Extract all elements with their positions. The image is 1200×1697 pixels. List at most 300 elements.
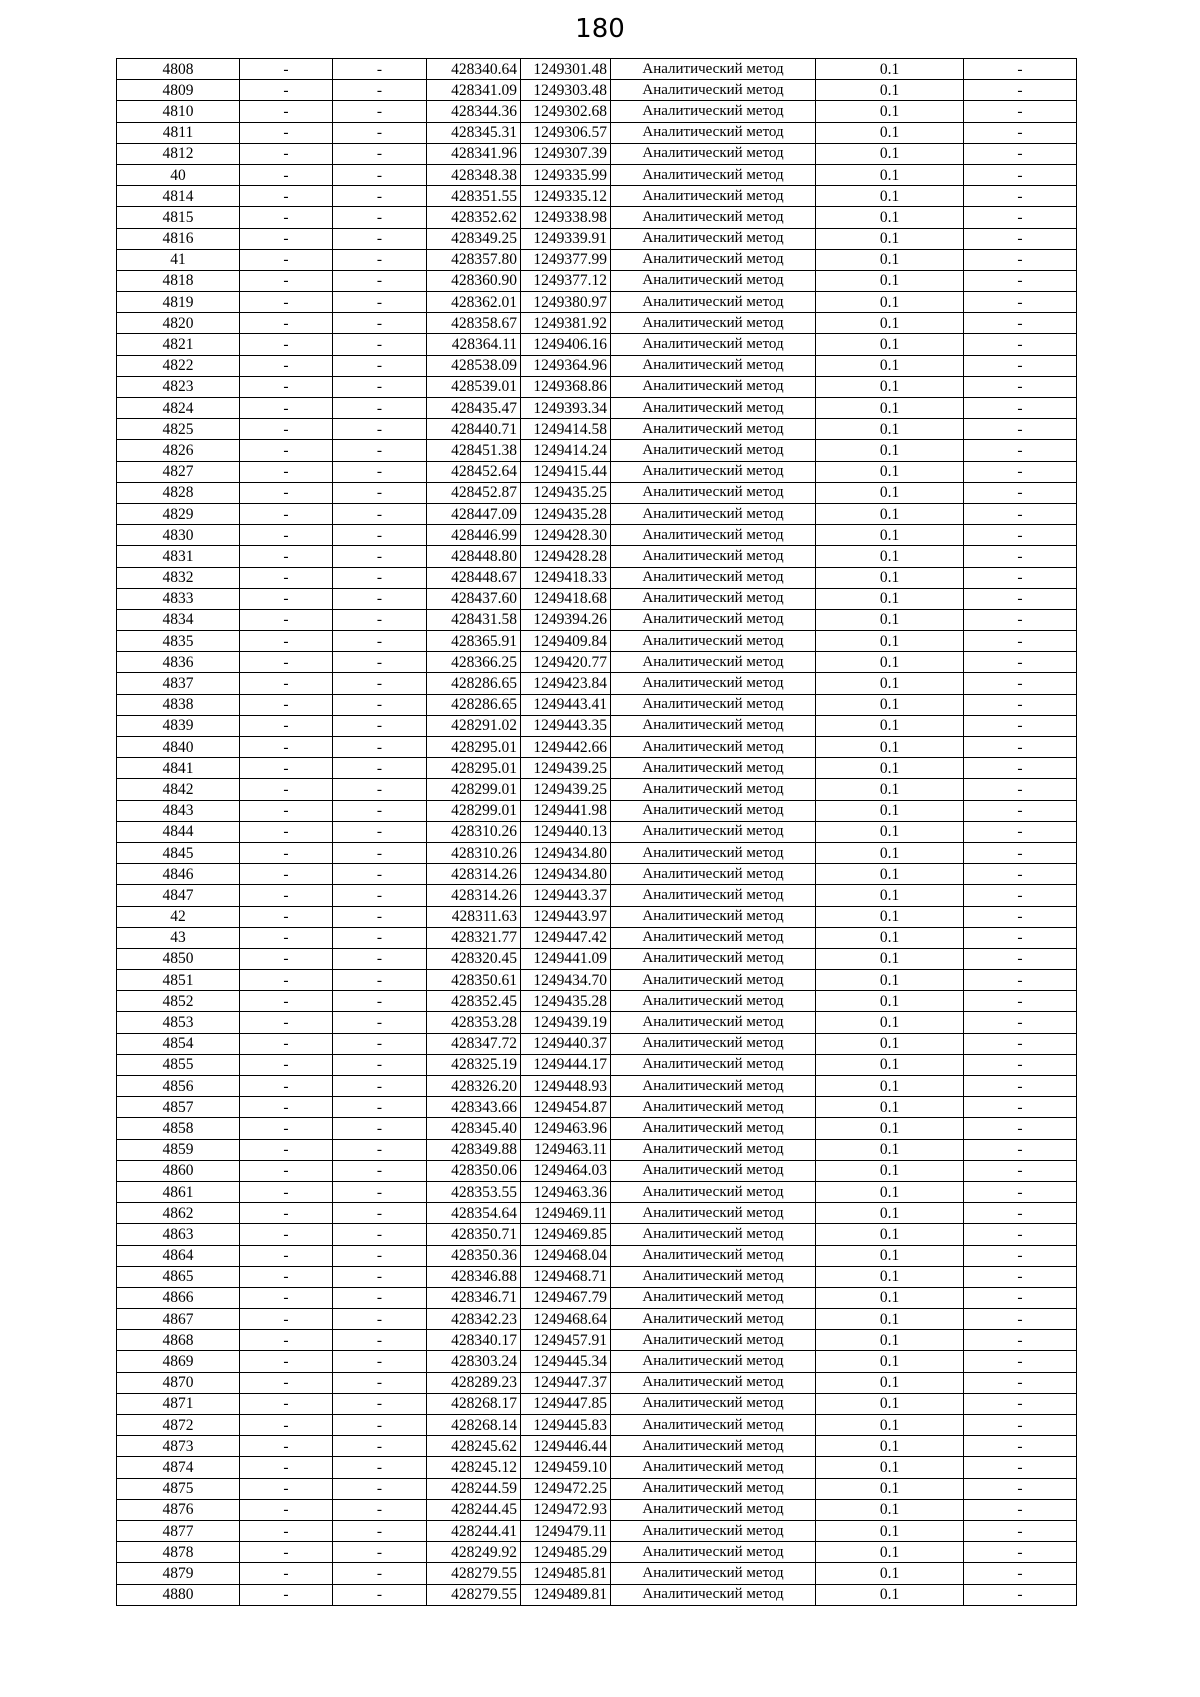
y-coordinate-cell: 1249442.66 (521, 737, 611, 758)
y-coordinate-cell: 1249472.93 (521, 1499, 611, 1520)
method-cell: Аналитический метод (611, 1033, 816, 1054)
table-row (117, 1097, 1077, 1118)
method-cell: Аналитический метод (611, 334, 816, 355)
empty-cell-a: - (240, 970, 333, 991)
method-cell: Аналитический метод (611, 461, 816, 482)
empty-cell-a: - (240, 842, 333, 863)
empty-cell-c: - (964, 1203, 1077, 1224)
empty-cell-a: - (240, 1542, 333, 1563)
method-cell: Аналитический метод (611, 758, 816, 779)
method-cell: Аналитический метод (611, 631, 816, 652)
y-coordinate-cell: 1249464.03 (521, 1160, 611, 1181)
empty-cell-b: - (333, 1584, 427, 1605)
point-number-cell: 42 (117, 906, 240, 927)
precision-cell: 0.1 (816, 249, 964, 270)
empty-cell-c: - (964, 1309, 1077, 1330)
table-row (117, 249, 1077, 270)
method-cell: Аналитический метод (611, 1097, 816, 1118)
point-number-cell: 4857 (117, 1097, 240, 1118)
precision-cell: 0.1 (816, 885, 964, 906)
precision-cell: 0.1 (816, 164, 964, 185)
x-coordinate-cell: 428344.36 (427, 101, 521, 122)
x-coordinate-cell: 428310.26 (427, 821, 521, 842)
x-coordinate-cell: 428321.77 (427, 927, 521, 948)
empty-cell-b: - (333, 1160, 427, 1181)
y-coordinate-cell: 1249463.36 (521, 1181, 611, 1202)
point-number-cell: 4835 (117, 631, 240, 652)
point-number-cell: 4808 (117, 59, 240, 80)
x-coordinate-cell: 428291.02 (427, 715, 521, 736)
table-row (117, 970, 1077, 991)
precision-cell: 0.1 (816, 737, 964, 758)
empty-cell-a: - (240, 800, 333, 821)
point-number-cell: 4819 (117, 292, 240, 313)
precision-cell: 0.1 (816, 864, 964, 885)
empty-cell-a: - (240, 101, 333, 122)
point-number-cell: 4865 (117, 1266, 240, 1287)
method-cell: Аналитический метод (611, 800, 816, 821)
x-coordinate-cell: 428245.62 (427, 1436, 521, 1457)
point-number-cell: 4831 (117, 546, 240, 567)
point-number-cell: 4838 (117, 694, 240, 715)
table-row (117, 1584, 1077, 1605)
method-cell: Аналитический метод (611, 1160, 816, 1181)
x-coordinate-cell: 428350.36 (427, 1245, 521, 1266)
empty-cell-a: - (240, 1499, 333, 1520)
method-cell: Аналитический метод (611, 864, 816, 885)
point-number-cell: 4821 (117, 334, 240, 355)
empty-cell-c: - (964, 1393, 1077, 1414)
empty-cell-a: - (240, 164, 333, 185)
y-coordinate-cell: 1249335.12 (521, 186, 611, 207)
point-number-cell: 4827 (117, 461, 240, 482)
y-coordinate-cell: 1249409.84 (521, 631, 611, 652)
empty-cell-c: - (964, 948, 1077, 969)
empty-cell-c: - (964, 1542, 1077, 1563)
table-row (117, 1351, 1077, 1372)
x-coordinate-cell: 428350.06 (427, 1160, 521, 1181)
empty-cell-c: - (964, 1097, 1077, 1118)
x-coordinate-cell: 428345.31 (427, 122, 521, 143)
precision-cell: 0.1 (816, 1520, 964, 1541)
point-number-cell: 4851 (117, 970, 240, 991)
empty-cell-a: - (240, 1012, 333, 1033)
table-row (117, 1415, 1077, 1436)
empty-cell-c: - (964, 567, 1077, 588)
empty-cell-a: - (240, 207, 333, 228)
empty-cell-c: - (964, 970, 1077, 991)
y-coordinate-cell: 1249439.25 (521, 779, 611, 800)
method-cell: Аналитический метод (611, 207, 816, 228)
method-cell: Аналитический метод (611, 1520, 816, 1541)
empty-cell-b: - (333, 546, 427, 567)
precision-cell: 0.1 (816, 482, 964, 503)
empty-cell-a: - (240, 376, 333, 397)
precision-cell: 0.1 (816, 1351, 964, 1372)
method-cell: Аналитический метод (611, 737, 816, 758)
table-row (117, 652, 1077, 673)
table-row (117, 1287, 1077, 1308)
point-number-cell: 4818 (117, 270, 240, 291)
empty-cell-a: - (240, 588, 333, 609)
method-cell: Аналитический метод (611, 1139, 816, 1160)
point-number-cell: 4820 (117, 313, 240, 334)
empty-cell-a: - (240, 1181, 333, 1202)
method-cell: Аналитический метод (611, 1224, 816, 1245)
x-coordinate-cell: 428289.23 (427, 1372, 521, 1393)
empty-cell-c: - (964, 1076, 1077, 1097)
method-cell: Аналитический метод (611, 164, 816, 185)
table-row (117, 737, 1077, 758)
empty-cell-a: - (240, 334, 333, 355)
empty-cell-c: - (964, 1054, 1077, 1075)
method-cell: Аналитический метод (611, 1181, 816, 1202)
table-row (117, 1330, 1077, 1351)
y-coordinate-cell: 1249445.34 (521, 1351, 611, 1372)
precision-cell: 0.1 (816, 1542, 964, 1563)
y-coordinate-cell: 1249435.28 (521, 503, 611, 524)
empty-cell-c: - (964, 1287, 1077, 1308)
precision-cell: 0.1 (816, 355, 964, 376)
x-coordinate-cell: 428343.66 (427, 1097, 521, 1118)
precision-cell: 0.1 (816, 186, 964, 207)
x-coordinate-cell: 428357.80 (427, 249, 521, 270)
precision-cell: 0.1 (816, 1118, 964, 1139)
empty-cell-c: - (964, 482, 1077, 503)
empty-cell-c: - (964, 694, 1077, 715)
y-coordinate-cell: 1249467.79 (521, 1287, 611, 1308)
point-number-cell: 4841 (117, 758, 240, 779)
precision-cell: 0.1 (816, 440, 964, 461)
method-cell: Аналитический метод (611, 609, 816, 630)
y-coordinate-cell: 1249439.25 (521, 758, 611, 779)
empty-cell-b: - (333, 440, 427, 461)
empty-cell-c: - (964, 376, 1077, 397)
point-number-cell: 4853 (117, 1012, 240, 1033)
empty-cell-b: - (333, 228, 427, 249)
empty-cell-c: - (964, 631, 1077, 652)
method-cell: Аналитический метод (611, 821, 816, 842)
empty-cell-b: - (333, 1097, 427, 1118)
point-number-cell: 4858 (117, 1118, 240, 1139)
method-cell: Аналитический метод (611, 1287, 816, 1308)
table-row (117, 694, 1077, 715)
empty-cell-c: - (964, 101, 1077, 122)
empty-cell-a: - (240, 249, 333, 270)
empty-cell-c: - (964, 546, 1077, 567)
method-cell: Аналитический метод (611, 1436, 816, 1457)
method-cell: Аналитический метод (611, 588, 816, 609)
method-cell: Аналитический метод (611, 1076, 816, 1097)
empty-cell-b: - (333, 1415, 427, 1436)
empty-cell-a: - (240, 1415, 333, 1436)
table-row (117, 927, 1077, 948)
precision-cell: 0.1 (816, 927, 964, 948)
empty-cell-c: - (964, 673, 1077, 694)
empty-cell-a: - (240, 991, 333, 1012)
table-row (117, 588, 1077, 609)
precision-cell: 0.1 (816, 80, 964, 101)
x-coordinate-cell: 428299.01 (427, 800, 521, 821)
empty-cell-a: - (240, 228, 333, 249)
method-cell: Аналитический метод (611, 567, 816, 588)
table-row (117, 503, 1077, 524)
table-row (117, 292, 1077, 313)
empty-cell-a: - (240, 525, 333, 546)
point-number-cell: 4859 (117, 1139, 240, 1160)
empty-cell-c: - (964, 207, 1077, 228)
empty-cell-c: - (964, 991, 1077, 1012)
empty-cell-b: - (333, 694, 427, 715)
empty-cell-a: - (240, 1309, 333, 1330)
table-row (117, 1054, 1077, 1075)
empty-cell-c: - (964, 800, 1077, 821)
y-coordinate-cell: 1249394.26 (521, 609, 611, 630)
method-cell: Аналитический метод (611, 525, 816, 546)
method-cell: Аналитический метод (611, 1415, 816, 1436)
x-coordinate-cell: 428446.99 (427, 525, 521, 546)
y-coordinate-cell: 1249443.41 (521, 694, 611, 715)
empty-cell-a: - (240, 292, 333, 313)
precision-cell: 0.1 (816, 588, 964, 609)
empty-cell-b: - (333, 59, 427, 80)
empty-cell-a: - (240, 1520, 333, 1541)
point-number-cell: 4811 (117, 122, 240, 143)
y-coordinate-cell: 1249306.57 (521, 122, 611, 143)
precision-cell: 0.1 (816, 292, 964, 313)
empty-cell-a: - (240, 270, 333, 291)
point-number-cell: 4837 (117, 673, 240, 694)
x-coordinate-cell: 428354.64 (427, 1203, 521, 1224)
precision-cell: 0.1 (816, 228, 964, 249)
empty-cell-a: - (240, 1351, 333, 1372)
table-row (117, 1309, 1077, 1330)
empty-cell-c: - (964, 588, 1077, 609)
x-coordinate-cell: 428365.91 (427, 631, 521, 652)
x-coordinate-cell: 428350.61 (427, 970, 521, 991)
table-row (117, 1245, 1077, 1266)
method-cell: Аналитический метод (611, 906, 816, 927)
method-cell: Аналитический метод (611, 927, 816, 948)
point-number-cell: 4860 (117, 1160, 240, 1181)
table-row (117, 525, 1077, 546)
table-row (117, 1542, 1077, 1563)
empty-cell-a: - (240, 885, 333, 906)
precision-cell: 0.1 (816, 1393, 964, 1414)
table-row (117, 1118, 1077, 1139)
table-row (117, 1499, 1077, 1520)
point-number-cell: 4862 (117, 1203, 240, 1224)
x-coordinate-cell: 428295.01 (427, 758, 521, 779)
empty-cell-c: - (964, 59, 1077, 80)
x-coordinate-cell: 428341.09 (427, 80, 521, 101)
y-coordinate-cell: 1249434.80 (521, 842, 611, 863)
empty-cell-b: - (333, 1393, 427, 1414)
x-coordinate-cell: 428299.01 (427, 779, 521, 800)
empty-cell-c: - (964, 927, 1077, 948)
empty-cell-b: - (333, 970, 427, 991)
table-row (117, 758, 1077, 779)
y-coordinate-cell: 1249441.09 (521, 948, 611, 969)
table-row (117, 821, 1077, 842)
table-row (117, 1076, 1077, 1097)
y-coordinate-cell: 1249423.84 (521, 673, 611, 694)
method-cell: Аналитический метод (611, 546, 816, 567)
empty-cell-c: - (964, 1372, 1077, 1393)
empty-cell-a: - (240, 864, 333, 885)
empty-cell-b: - (333, 864, 427, 885)
y-coordinate-cell: 1249485.29 (521, 1542, 611, 1563)
method-cell: Аналитический метод (611, 1309, 816, 1330)
empty-cell-b: - (333, 525, 427, 546)
y-coordinate-cell: 1249440.13 (521, 821, 611, 842)
empty-cell-b: - (333, 80, 427, 101)
x-coordinate-cell: 428340.64 (427, 59, 521, 80)
point-number-cell: 4830 (117, 525, 240, 546)
point-number-cell: 4868 (117, 1330, 240, 1351)
empty-cell-b: - (333, 1076, 427, 1097)
precision-cell: 0.1 (816, 503, 964, 524)
empty-cell-c: - (964, 1012, 1077, 1033)
y-coordinate-cell: 1249428.30 (521, 525, 611, 546)
x-coordinate-cell: 428295.01 (427, 737, 521, 758)
point-number-cell: 4875 (117, 1478, 240, 1499)
precision-cell: 0.1 (816, 1499, 964, 1520)
empty-cell-b: - (333, 334, 427, 355)
point-number-cell: 4879 (117, 1563, 240, 1584)
precision-cell: 0.1 (816, 1436, 964, 1457)
empty-cell-b: - (333, 1542, 427, 1563)
y-coordinate-cell: 1249364.96 (521, 355, 611, 376)
precision-cell: 0.1 (816, 1457, 964, 1478)
y-coordinate-cell: 1249434.80 (521, 864, 611, 885)
point-number-cell: 4861 (117, 1181, 240, 1202)
empty-cell-a: - (240, 1076, 333, 1097)
point-number-cell: 4870 (117, 1372, 240, 1393)
method-cell: Аналитический метод (611, 1499, 816, 1520)
empty-cell-b: - (333, 885, 427, 906)
x-coordinate-cell: 428352.62 (427, 207, 521, 228)
method-cell: Аналитический метод (611, 715, 816, 736)
method-cell: Аналитический метод (611, 249, 816, 270)
method-cell: Аналитический метод (611, 122, 816, 143)
method-cell: Аналитический метод (611, 228, 816, 249)
x-coordinate-cell: 428360.90 (427, 270, 521, 291)
x-coordinate-cell: 428440.71 (427, 419, 521, 440)
method-cell: Аналитический метод (611, 1563, 816, 1584)
method-cell: Аналитический метод (611, 948, 816, 969)
y-coordinate-cell: 1249307.39 (521, 143, 611, 164)
empty-cell-a: - (240, 122, 333, 143)
empty-cell-b: - (333, 1287, 427, 1308)
empty-cell-c: - (964, 80, 1077, 101)
empty-cell-a: - (240, 1563, 333, 1584)
empty-cell-b: - (333, 1351, 427, 1372)
empty-cell-b: - (333, 1012, 427, 1033)
method-cell: Аналитический метод (611, 143, 816, 164)
x-coordinate-cell: 428249.92 (427, 1542, 521, 1563)
empty-cell-b: - (333, 292, 427, 313)
point-number-cell: 4829 (117, 503, 240, 524)
method-cell: Аналитический метод (611, 1245, 816, 1266)
x-coordinate-cell: 428340.17 (427, 1330, 521, 1351)
empty-cell-b: - (333, 1330, 427, 1351)
x-coordinate-cell: 428349.25 (427, 228, 521, 249)
empty-cell-a: - (240, 694, 333, 715)
y-coordinate-cell: 1249469.11 (521, 1203, 611, 1224)
empty-cell-a: - (240, 1224, 333, 1245)
table-row (117, 164, 1077, 185)
y-coordinate-cell: 1249459.10 (521, 1457, 611, 1478)
x-coordinate-cell: 428279.55 (427, 1563, 521, 1584)
method-cell: Аналитический метод (611, 1118, 816, 1139)
table-row (117, 567, 1077, 588)
method-cell: Аналитический метод (611, 842, 816, 863)
x-coordinate-cell: 428452.87 (427, 482, 521, 503)
empty-cell-c: - (964, 1436, 1077, 1457)
x-coordinate-cell: 428352.45 (427, 991, 521, 1012)
empty-cell-c: - (964, 249, 1077, 270)
empty-cell-b: - (333, 842, 427, 863)
empty-cell-b: - (333, 779, 427, 800)
precision-cell: 0.1 (816, 143, 964, 164)
y-coordinate-cell: 1249302.68 (521, 101, 611, 122)
empty-cell-a: - (240, 631, 333, 652)
method-cell: Аналитический метод (611, 59, 816, 80)
point-number-cell: 4877 (117, 1520, 240, 1541)
precision-cell: 0.1 (816, 673, 964, 694)
y-coordinate-cell: 1249414.58 (521, 419, 611, 440)
precision-cell: 0.1 (816, 122, 964, 143)
point-number-cell: 4814 (117, 186, 240, 207)
y-coordinate-cell: 1249468.04 (521, 1245, 611, 1266)
x-coordinate-cell: 428448.80 (427, 546, 521, 567)
empty-cell-a: - (240, 313, 333, 334)
y-coordinate-cell: 1249469.85 (521, 1224, 611, 1245)
table-row (117, 546, 1077, 567)
x-coordinate-cell: 428351.55 (427, 186, 521, 207)
point-number-cell: 4850 (117, 948, 240, 969)
empty-cell-b: - (333, 270, 427, 291)
y-coordinate-cell: 1249415.44 (521, 461, 611, 482)
point-number-cell: 4815 (117, 207, 240, 228)
empty-cell-c: - (964, 1415, 1077, 1436)
precision-cell: 0.1 (816, 758, 964, 779)
empty-cell-c: - (964, 1118, 1077, 1139)
empty-cell-b: - (333, 313, 427, 334)
empty-cell-a: - (240, 715, 333, 736)
empty-cell-a: - (240, 948, 333, 969)
empty-cell-c: - (964, 1224, 1077, 1245)
empty-cell-a: - (240, 1372, 333, 1393)
empty-cell-b: - (333, 821, 427, 842)
y-coordinate-cell: 1249454.87 (521, 1097, 611, 1118)
x-coordinate-cell: 428320.45 (427, 948, 521, 969)
point-number-cell: 4867 (117, 1309, 240, 1330)
x-coordinate-cell: 428539.01 (427, 376, 521, 397)
table-row (117, 59, 1077, 80)
precision-cell: 0.1 (816, 1160, 964, 1181)
empty-cell-c: - (964, 355, 1077, 376)
table-row (117, 1457, 1077, 1478)
table-row (117, 461, 1077, 482)
empty-cell-b: - (333, 737, 427, 758)
method-cell: Аналитический метод (611, 101, 816, 122)
empty-cell-c: - (964, 1245, 1077, 1266)
method-cell: Аналитический метод (611, 991, 816, 1012)
point-number-cell: 4834 (117, 609, 240, 630)
x-coordinate-cell: 428268.14 (427, 1415, 521, 1436)
